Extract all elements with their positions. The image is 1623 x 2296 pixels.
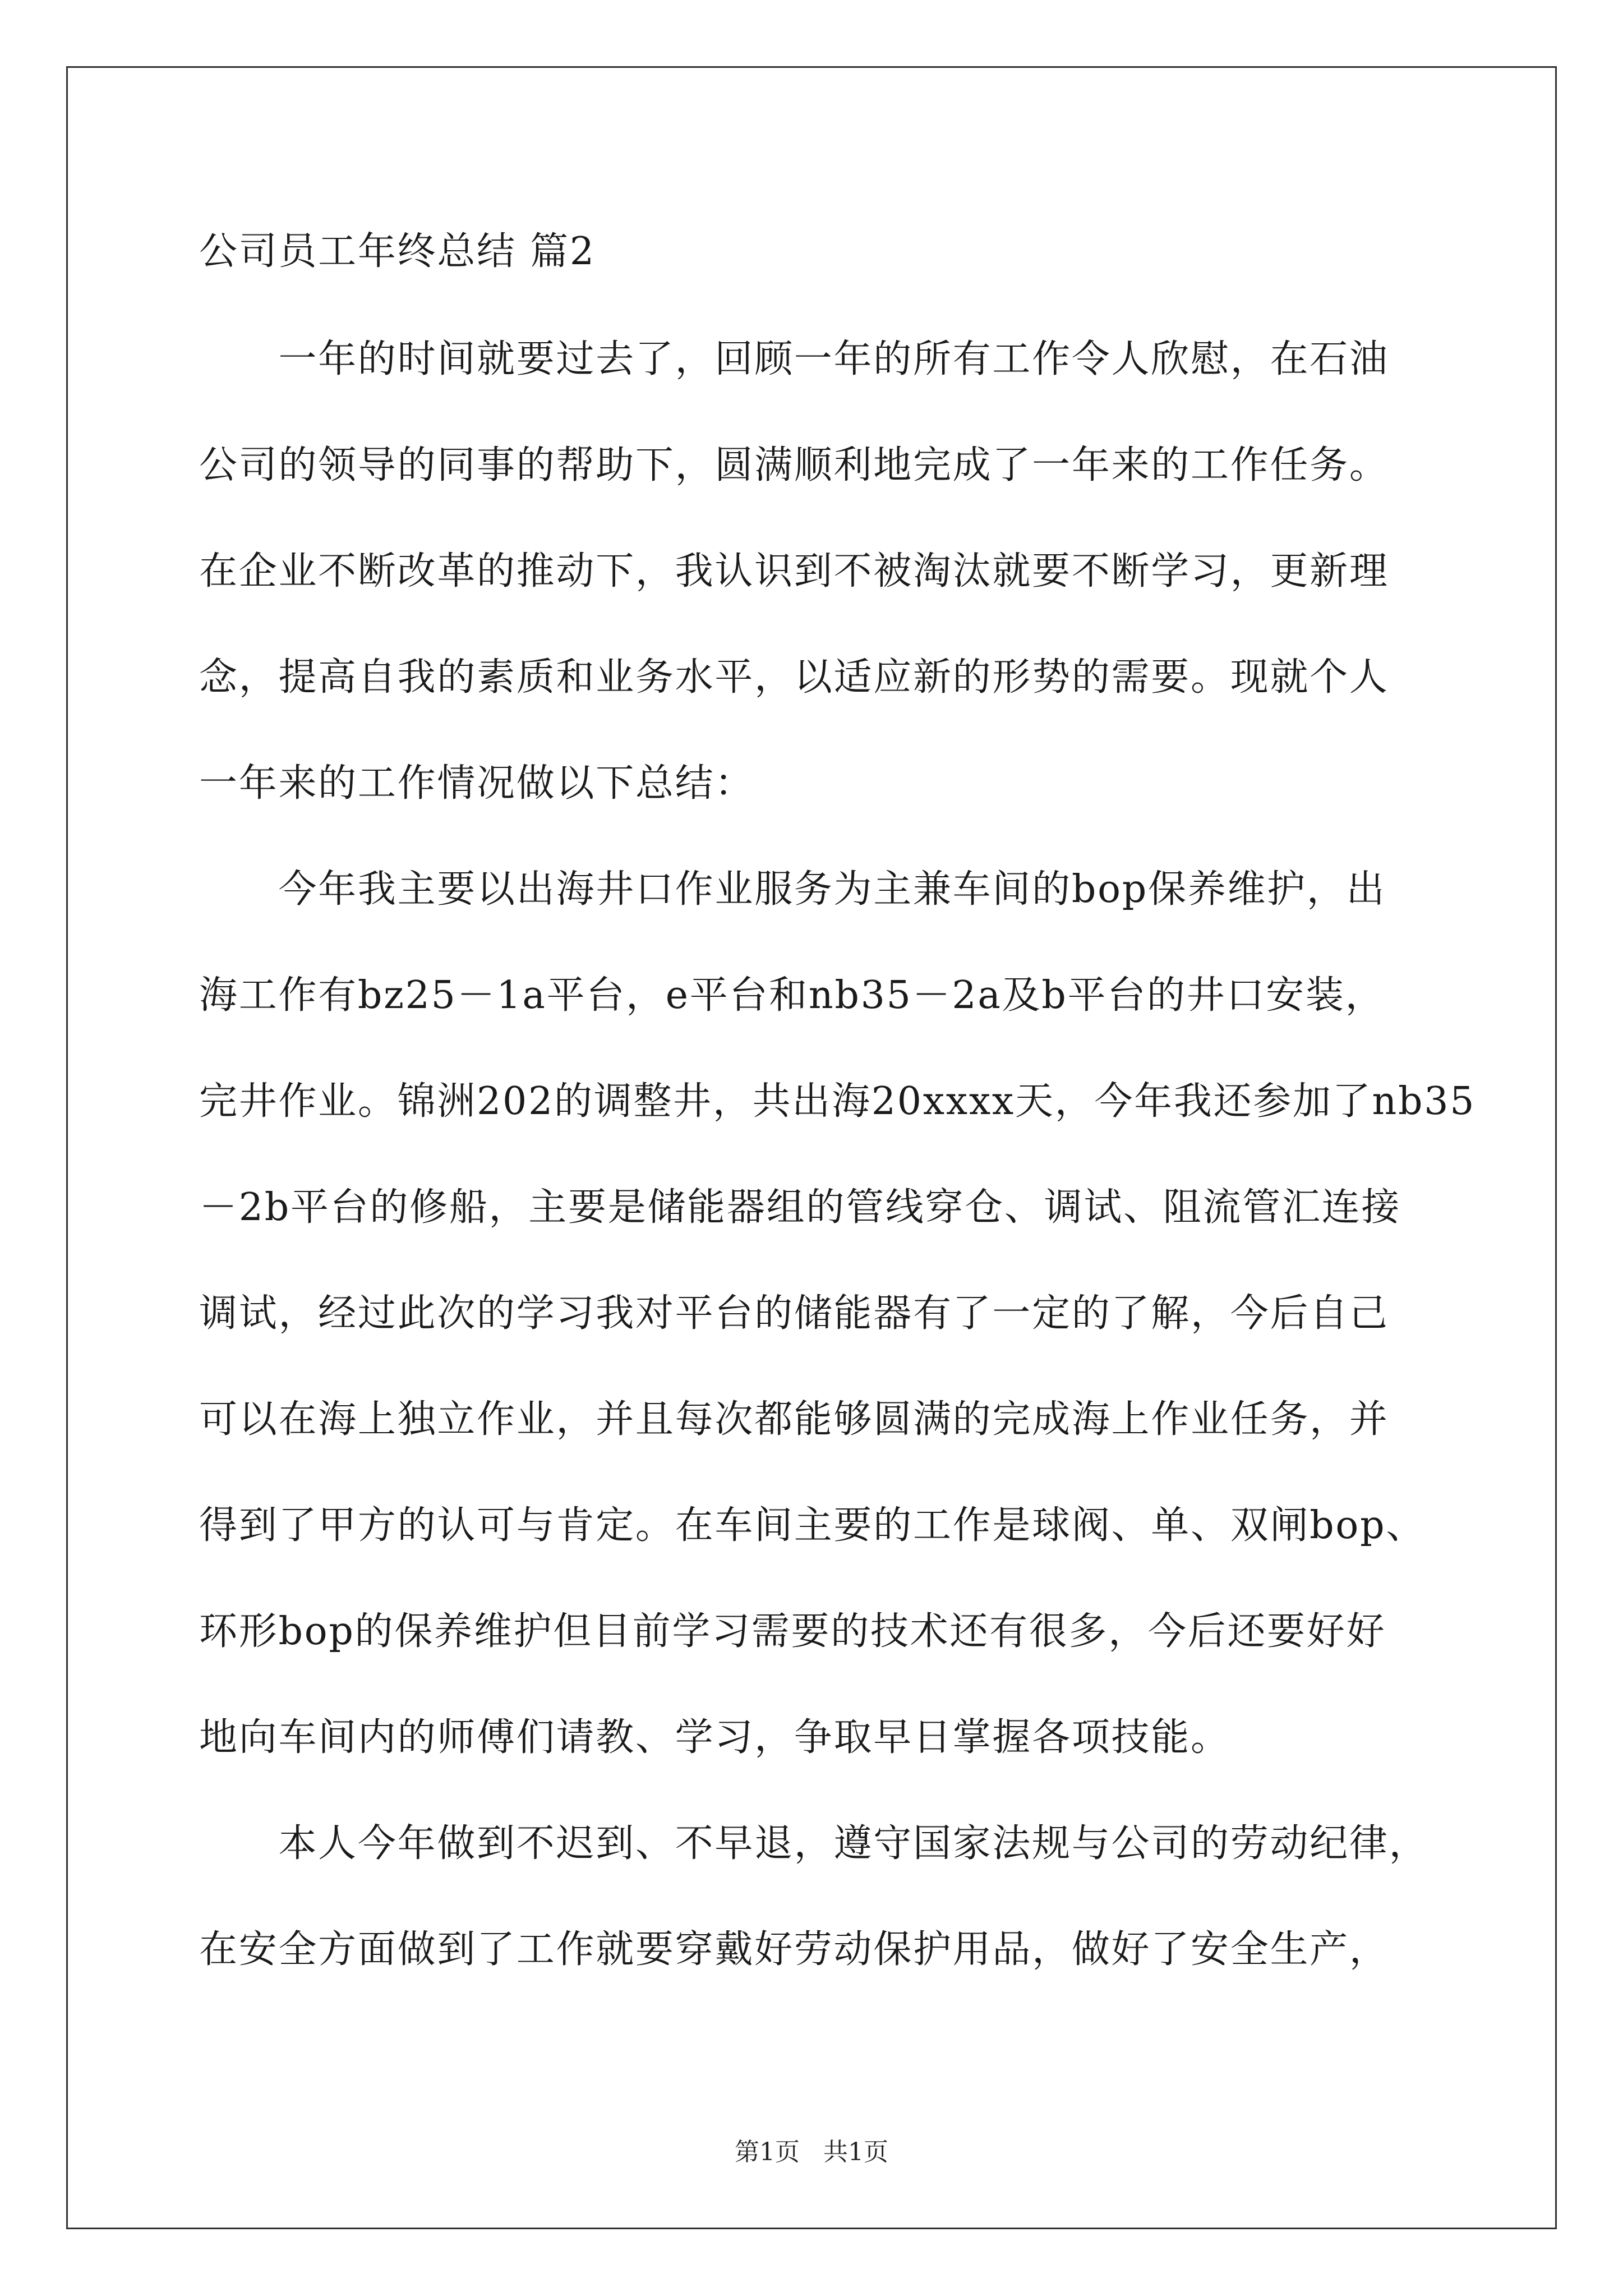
text-line: －2b平台的修船，主要是储能器组的管线穿仓、调试、阻流管汇连接: [199, 1185, 1401, 1230]
text-line: 环形bop的保养维护但目前学习需要的技术还有很多，今后还要好好: [199, 1609, 1386, 1654]
text-line: 调试，经过此次的学习我对平台的储能器有了一定的了解，今后自己: [199, 1291, 1389, 1336]
text-line: 在企业不断改革的推动下，我认识到不被淘汰就要不断学习，更新理: [199, 549, 1389, 593]
text-line: 完井作业。锦洲202的调整井，共出海20xxxx天，今年我还参加了nb35: [199, 1079, 1476, 1124]
text-line: 地向车间内的师傅们请教、学习，争取早日掌握各项技能。: [199, 1715, 1230, 1760]
text-line: 今年我主要以出海井口作业服务为主兼车间的bop保养维护，出: [199, 867, 1386, 912]
text-line: 可以在海上独立作业，并且每次都能够圆满的完成海上作业任务，并: [199, 1397, 1389, 1442]
document-title: 公司员工年终总结 篇2: [199, 229, 596, 274]
text-line: 一年的时间就要过去了，回顾一年的所有工作令人欣慰，在石油: [199, 337, 1389, 381]
page-border: [66, 66, 1557, 2229]
text-line: 念，提高自我的素质和业务水平，以适应新的形势的需要。现就个人: [199, 655, 1389, 700]
text-line: 得到了甲方的认可与肯定。在车间主要的工作是球阀、单、双闸bop、: [199, 1503, 1426, 1548]
text-line: 在安全方面做到了工作就要穿戴好劳动保护用品，做好了安全生产，: [199, 1927, 1389, 1972]
text-line: 公司的领导的同事的帮助下，圆满顺利地完成了一年来的工作任务。: [199, 443, 1389, 487]
page-footer: 第1页 共1页: [735, 2138, 888, 2166]
text-line: 一年来的工作情况做以下总结：: [199, 761, 755, 806]
text-line: 本人今年做到不迟到、不早退，遵守国家法规与公司的劳动纪律，: [199, 1821, 1429, 1866]
text-line: 海工作有bz25－1a平台，e平台和nb35－2a及b平台的井口安装，: [199, 973, 1385, 1018]
